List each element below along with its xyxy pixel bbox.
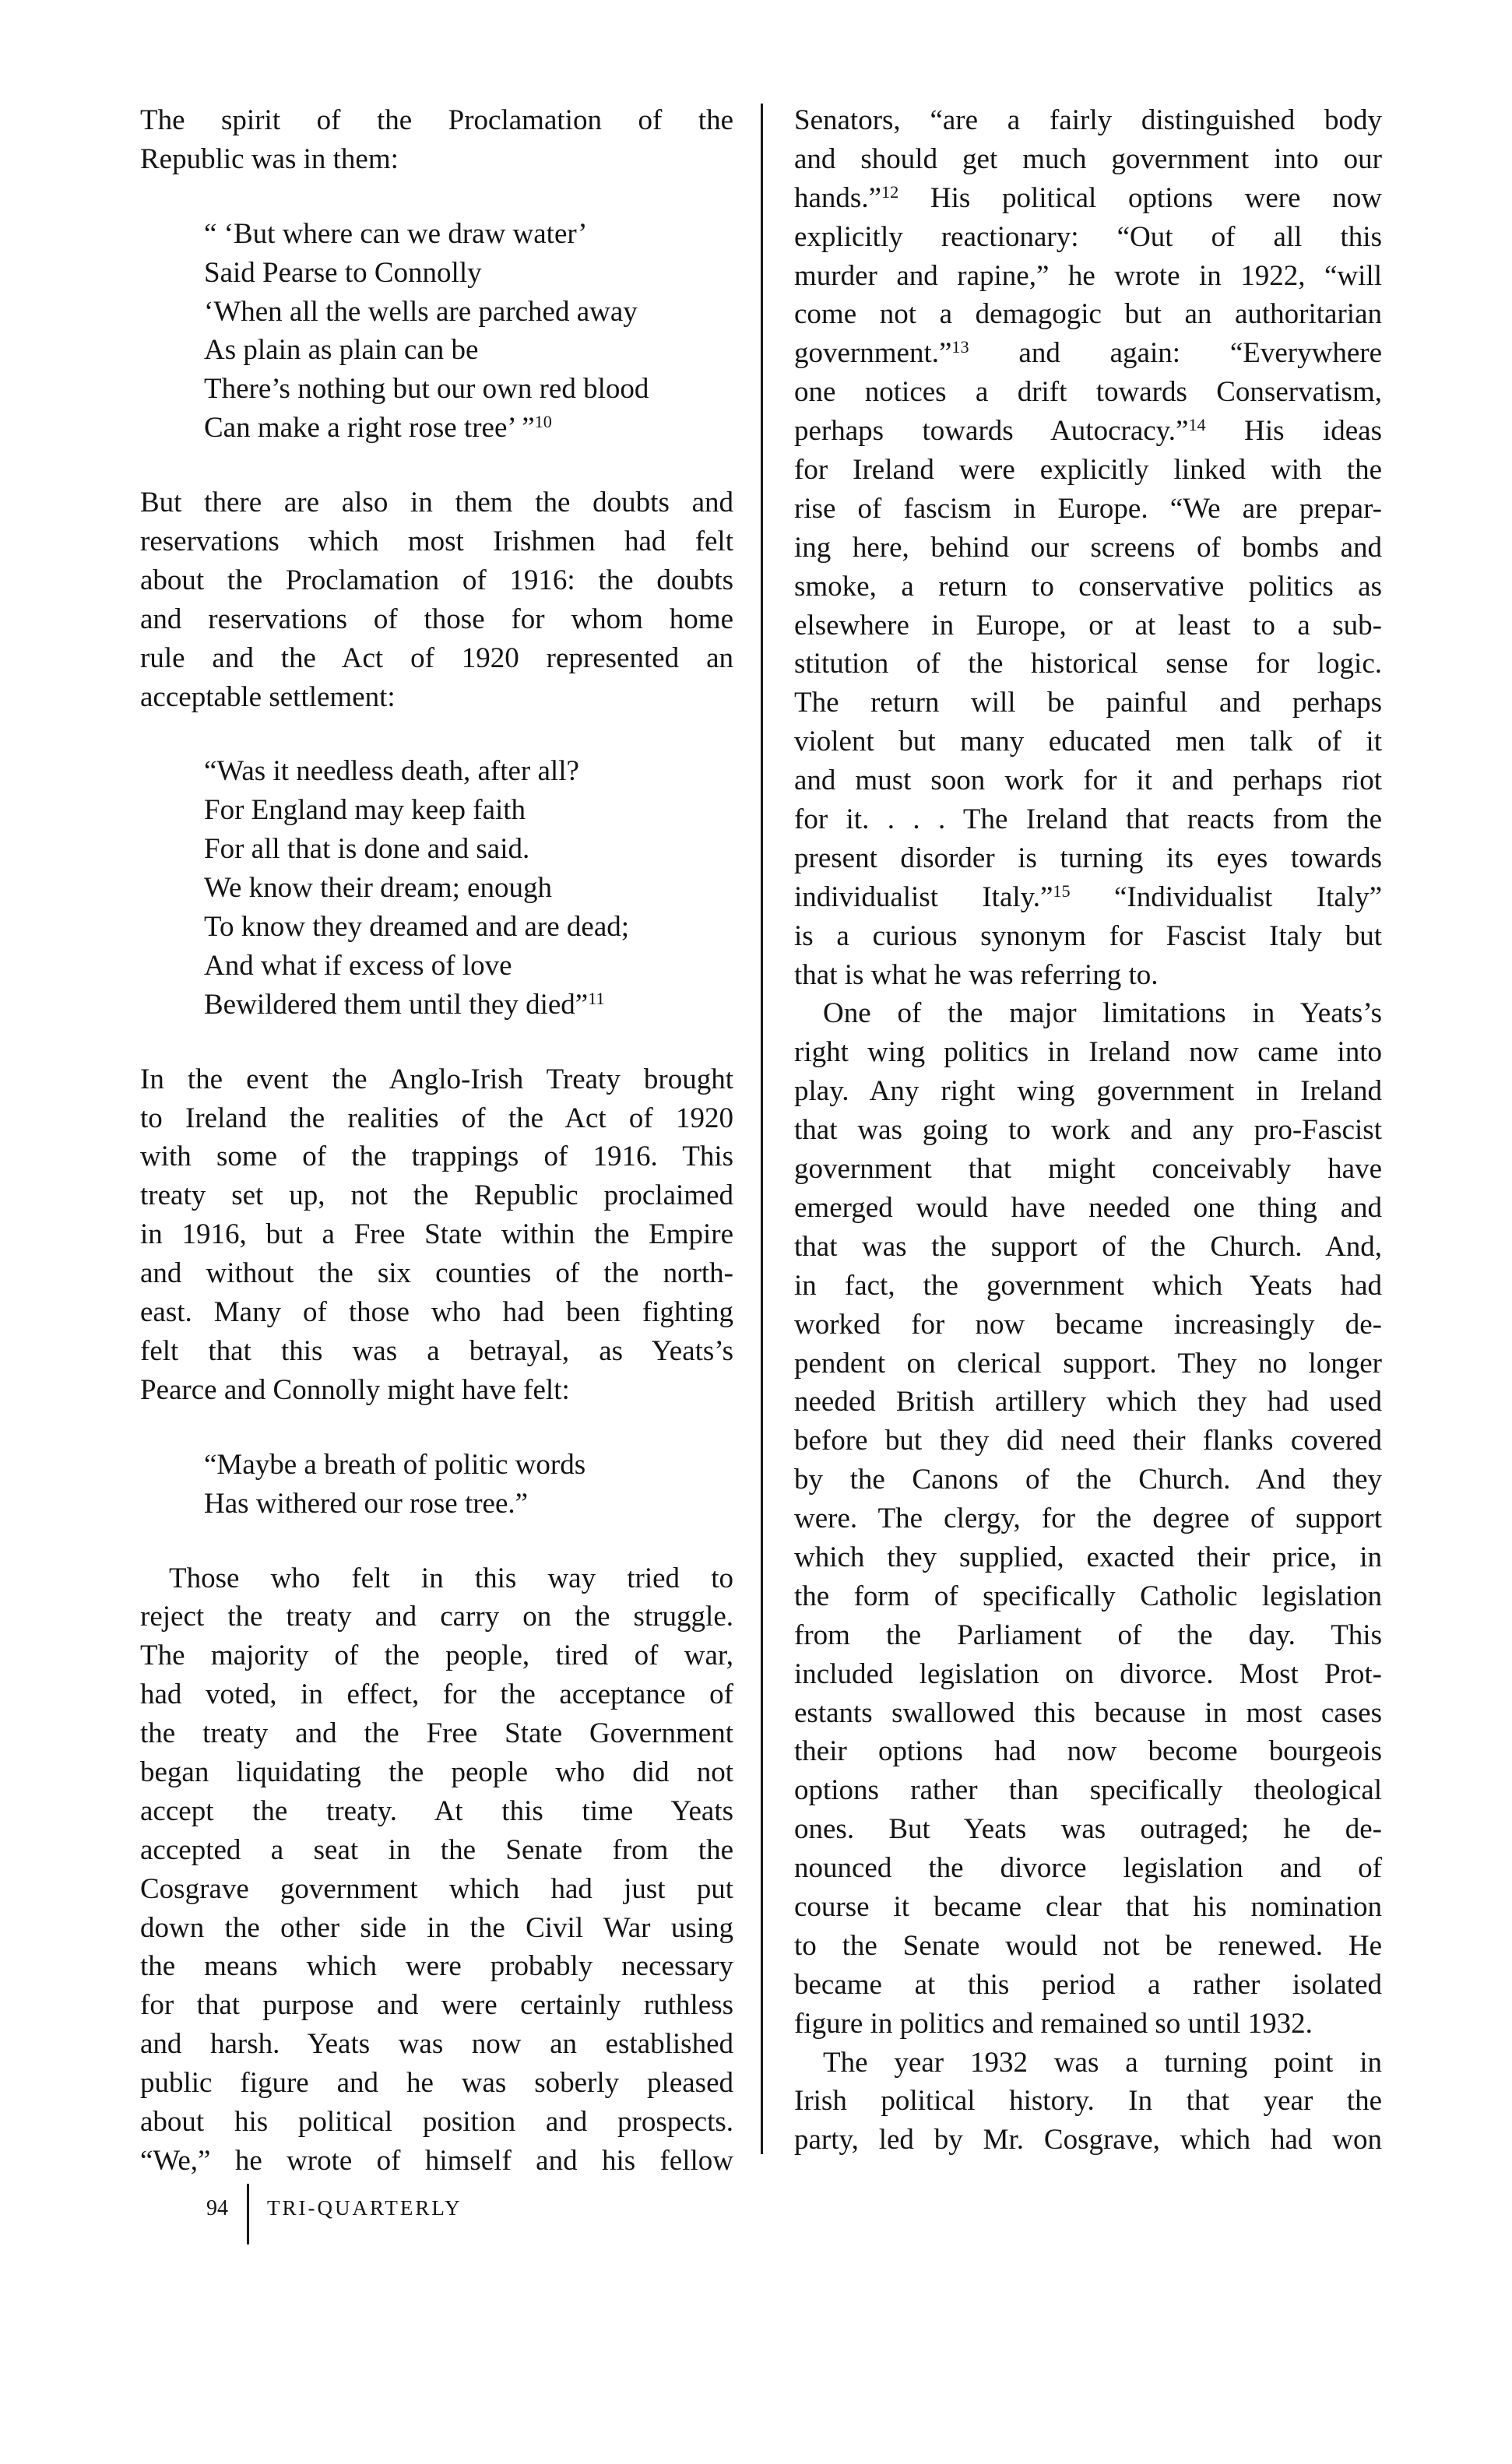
verse-line: There’s nothing but our own red blood [204, 373, 649, 406]
verse-line: For England may keep faith [204, 794, 526, 827]
page-footer [0, 2184, 701, 2246]
line-text: Senators, “are a fairly distinguished body [794, 104, 1382, 136]
text-line: about the Proclamation of 1916: the doubts [140, 564, 733, 596]
text-line [794, 218, 1382, 257]
line-text: by the Canons of the Church. And they [794, 1464, 1382, 1496]
line-text: in fact, the government which Yeats had [794, 1269, 1382, 1302]
text-line [794, 451, 1382, 490]
verse-text: Can make a right rose tree’ ” [204, 412, 535, 445]
text-line [794, 373, 1382, 412]
text-line: the treaty and the Free State Government [140, 1717, 733, 1750]
text-line [794, 1499, 1382, 1538]
text-line: But there are also in them the doubts and [140, 487, 733, 519]
line-text: their options had now become bourgeois [794, 1735, 1382, 1768]
line-text: come not a demagogic but an authoritarian [794, 298, 1382, 331]
text-line [794, 761, 1382, 800]
line-text: explicitly reactionary: “Out of all this [794, 220, 1382, 253]
line-text: ones. But Yeats was outraged; he de- [794, 1813, 1382, 1846]
text-line: Those who felt in this way tried to [169, 1562, 733, 1594]
line-text: course it became clear that his nomination [794, 1890, 1382, 1923]
line-text: individualist Italy.” [794, 881, 1053, 913]
footnote-ref: 14 [1188, 414, 1206, 434]
verse-text: Bewildered them until they died” [204, 988, 589, 1021]
line-text: the form of specifically Catholic legislation [794, 1580, 1382, 1612]
text-line [794, 490, 1382, 529]
text-line [794, 334, 1382, 373]
text-line: accept the treaty. At this time Yeats [140, 1794, 733, 1827]
text-line [794, 1383, 1382, 1422]
line-text: stitution of the historical sense for logic. [794, 648, 1382, 680]
text-line [794, 606, 1382, 645]
column-divider [761, 104, 763, 2154]
line-text: “Individualist Italy” [1070, 881, 1382, 913]
text-line [794, 1538, 1382, 1577]
text-line: with some of the trappings of 1916. This [140, 1141, 733, 1173]
paragraph-treaty [140, 1060, 733, 1410]
line-text: government.” [794, 337, 952, 370]
line-text: became at this period a rather isolated [794, 1968, 1382, 2001]
text-line: “We,” he wrote of himself and his fellow [140, 2144, 733, 2177]
text-line: the means which were probably necessary [140, 1950, 733, 1983]
line-text: and should get much government into our [794, 142, 1382, 175]
text-line: to Ireland the realities of the Act of 1920 [140, 1102, 733, 1134]
line-text: His political options were now [898, 181, 1382, 214]
text-line: felt that this was a betrayal, as Yeats’s [140, 1334, 733, 1367]
line-text: smoke, a return to conservative politics as [794, 570, 1382, 603]
line-text: perhaps towards Autocracy.” [794, 415, 1189, 448]
line-text: options rather than specifically theological [794, 1774, 1382, 1807]
poem-quote-easter [140, 752, 733, 1024]
verse-line: For all that is done and said. [204, 833, 530, 866]
paragraph-senate [140, 1559, 733, 2181]
verse-line: Said Pearse to Connolly [204, 256, 482, 289]
text-line: The spirit of the Proclamation of the [140, 104, 733, 136]
text-line [794, 1111, 1382, 1150]
text-line [794, 1267, 1382, 1306]
text-line: in 1916, but a Free State within the Empire [140, 1218, 733, 1251]
footnote-ref: 10 [534, 412, 552, 432]
text-line [794, 1150, 1382, 1189]
footnote-ref: 15 [1053, 881, 1071, 901]
text-line [794, 1810, 1382, 1849]
text-line [794, 1849, 1382, 1888]
line-text: nounced the divorce legislation and of [794, 1852, 1382, 1885]
line-text: to the Senate would not be renewed. He [794, 1929, 1382, 1962]
text-line [794, 295, 1382, 334]
text-line: for that purpose and were certainly ruthless [140, 1989, 733, 2022]
line-text: that is what he was referring to. [794, 958, 1159, 991]
text-line: treaty set up, not the Republic proclaimed [140, 1179, 733, 1212]
text-line [794, 1228, 1382, 1267]
footer-rule [247, 2184, 249, 2244]
text-line: and without the six counties of the north- [140, 1257, 733, 1290]
line-text: that was the support of the Church. And, [794, 1230, 1382, 1263]
text-line: Pearce and Connolly might have felt: [140, 1373, 570, 1406]
text-line [794, 1732, 1382, 1771]
text-line [794, 1616, 1382, 1655]
text-line [794, 1927, 1382, 1966]
text-line: Republic was in them: [140, 142, 399, 175]
text-line [794, 839, 1382, 878]
line-text: which they supplied, exacted their price, in [794, 1541, 1382, 1573]
text-line [794, 800, 1382, 839]
text-line [794, 529, 1382, 568]
line-text: ing here, behind our screens of bombs and [794, 531, 1382, 564]
poem-quote-politic-words [140, 1446, 733, 1524]
line-text: estants swallowed this because in most cases [794, 1696, 1382, 1729]
line-text: hands.” [794, 181, 881, 214]
text-line [794, 1033, 1382, 1072]
line-text: His ideas [1205, 415, 1382, 448]
line-text: rise of fascism in Europe. “We are prepar- [794, 492, 1382, 525]
text-line: had voted, in effect, for the acceptance of [140, 1678, 733, 1711]
line-text: were. The clergy, for the degree of support [794, 1503, 1382, 1535]
text-line [794, 2044, 1382, 2083]
line-text: The year 1932 was a turning point in [823, 2046, 1382, 2079]
verse-line: We know their dream; enough [204, 872, 553, 905]
text-line [794, 1771, 1382, 1810]
line-text: for it. . . . The Ireland that reacts from the [794, 803, 1382, 836]
line-text: party, led by Mr. Cosgrave, which had won [794, 2124, 1382, 2156]
footnote-ref: 13 [951, 337, 969, 357]
text-line [794, 1306, 1382, 1344]
text-line [794, 917, 1382, 956]
text-line [794, 1460, 1382, 1499]
left-column [140, 101, 733, 2181]
text-line [794, 684, 1382, 722]
verse-line: “Was it needless death, after all? [204, 755, 579, 788]
verse-line: Has withered our rose tree.” [204, 1487, 529, 1520]
verse-line [204, 986, 733, 1025]
line-text: Irish political history. In that year the [794, 2085, 1382, 2118]
text-line [794, 878, 1382, 917]
text-line [794, 1966, 1382, 2005]
text-line: about his political position and prospects. [140, 2105, 733, 2138]
text-line: east. Many of those who had been fighting [140, 1296, 733, 1329]
text-line [794, 2005, 1382, 2044]
line-text: pendent on clerical support. They no longer [794, 1347, 1382, 1380]
text-line [794, 1189, 1382, 1228]
line-text: right wing politics in Ireland now came into [794, 1036, 1382, 1069]
poem-quote-rose-tree [140, 215, 733, 448]
text-line [794, 2082, 1382, 2121]
verse-line: “Maybe a breath of politic words [204, 1448, 586, 1481]
text-line: In the event the Anglo-Irish Treaty brought [140, 1063, 733, 1095]
verse-line: To know they dreamed and are dead; [204, 911, 630, 944]
text-line: and harsh. Yeats was now an established [140, 2028, 733, 2061]
footnote-ref: 11 [588, 988, 605, 1008]
verse-line: ‘When all the wells are parched away [204, 295, 638, 328]
verse-line [204, 409, 733, 448]
line-text: government that might conceivably have [794, 1153, 1382, 1186]
line-text: One of the major limitations in Yeats’s [823, 997, 1382, 1030]
footnote-ref: 12 [881, 181, 899, 202]
text-line [794, 994, 1382, 1033]
text-line [794, 568, 1382, 606]
line-text: emerged would have needed one thing and [794, 1191, 1382, 1224]
right-column [794, 101, 1382, 2160]
text-line [794, 1655, 1382, 1694]
line-text: worked for now became increasingly de- [794, 1308, 1382, 1341]
paragraph-doubts [140, 483, 733, 716]
journal-name: TRI-QUARTERLY [267, 2196, 462, 2220]
text-line [794, 1422, 1382, 1460]
text-line [794, 722, 1382, 761]
line-text: violent but many educated men talk of it [794, 726, 1382, 758]
paragraph-spirit [140, 101, 733, 179]
text-line: Cosgrave government which had just put [140, 1872, 733, 1905]
line-text: murder and rapine,” he wrote in 1922, “will [794, 259, 1382, 292]
text-line [794, 1577, 1382, 1616]
text-line [794, 140, 1382, 179]
text-line: down the other side in the Civil War using [140, 1911, 733, 1944]
text-line [794, 645, 1382, 684]
text-line [794, 257, 1382, 296]
line-text: included legislation on divorce. Most Prot- [794, 1657, 1382, 1690]
line-text: is a curious synonym for Fascist Italy but [794, 919, 1382, 952]
text-line: acceptable settlement: [140, 680, 396, 713]
line-text: needed British artillery which they had used [794, 1386, 1382, 1418]
text-line: began liquidating the people who did not [140, 1756, 733, 1788]
line-text: that was going to work and any pro-Fascist [794, 1114, 1382, 1147]
verse-line: And what if excess of love [204, 949, 512, 982]
text-line: reservations which most Irishmen had felt [140, 525, 733, 558]
text-line [794, 412, 1382, 451]
text-line: reject the treaty and carry on the struggle. [140, 1601, 733, 1633]
line-text: The return will be painful and perhaps [794, 687, 1382, 719]
text-line [794, 956, 1382, 995]
verse-line: As plain as plain can be [204, 334, 479, 367]
text-line [794, 101, 1382, 140]
line-text: elsewhere in Europe, or at least to a sub- [794, 609, 1382, 641]
text-line: rule and the Act of 1920 represented an [140, 641, 733, 674]
text-line [794, 1694, 1382, 1733]
text-line [794, 179, 1382, 218]
text-line: and reservations of those for whom home [140, 603, 733, 635]
line-text: from the Parliament of the day. This [794, 1619, 1382, 1651]
line-text: before but they did need their flanks covered [794, 1425, 1382, 1457]
text-line [794, 1344, 1382, 1383]
text-line: The majority of the people, tired of war, [140, 1640, 733, 1672]
line-text: for Ireland were explicitly linked with the [794, 454, 1382, 487]
text-line [794, 1072, 1382, 1111]
line-text: one notices a drift towards Conservatism, [794, 376, 1382, 409]
text-line: accepted a seat in the Senate from the [140, 1833, 733, 1866]
text-line [794, 2121, 1382, 2160]
line-text: play. Any right wing government in Ireland [794, 1075, 1382, 1108]
text-line: public figure and he was soberly pleased [140, 2067, 733, 2100]
verse-line: “ ‘But where can we draw water’ [204, 217, 588, 250]
line-text: present disorder is turning its eyes towards [794, 842, 1382, 874]
line-text: figure in politics and remained so until 1932. [794, 2007, 1313, 2040]
line-text: and again: “Everywhere [969, 337, 1382, 370]
text-line [794, 1888, 1382, 1927]
line-text: and must soon work for it and perhaps riot [794, 765, 1382, 797]
page-number: 94 [206, 2196, 228, 2220]
